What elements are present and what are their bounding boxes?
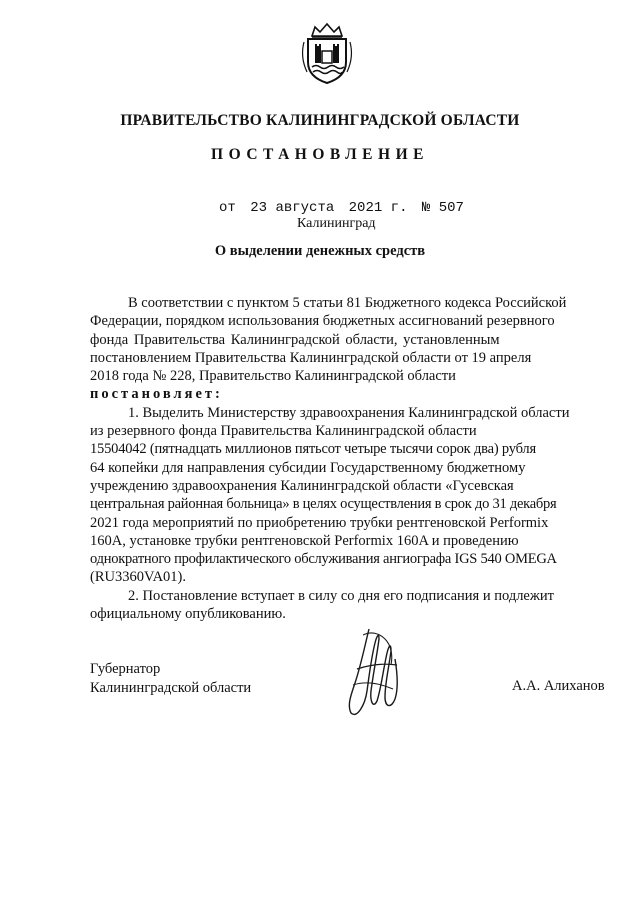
body-line: постановлением Правительства Калининградской области от 19 апреля <box>90 349 532 366</box>
document-subject: О выделении денежных средств <box>214 243 426 259</box>
body-line: 15504042 (пятнадцать миллионов пятьсот четыре тысячи сорок два) рубля <box>90 441 536 458</box>
body-line: Федерации, порядком использования бюджетных ассигнований резервного <box>90 313 555 330</box>
date-number-line <box>219 200 464 216</box>
body-line: (RU3360VA01). <box>90 569 186 586</box>
number-sign: № <box>421 200 431 216</box>
body-line: фонда Правительства Калининградской области, установленным <box>90 331 500 348</box>
government-name: ПРАВИТЕЛЬСТВО КАЛИНИНГРАДСКОЙ ОБЛАСТИ <box>120 112 520 129</box>
body-line: официальному опубликованию. <box>90 606 286 623</box>
date-month: августа <box>275 200 335 216</box>
document-type: ПОСТАНОВЛЕНИЕ <box>211 146 429 163</box>
body-line: однократного профилактического обслуживания ангиографа IGS 540 OMEGA <box>90 551 557 568</box>
city: Калининград <box>297 216 376 231</box>
document-number: 507 <box>438 200 464 216</box>
body-line: центральная районная больница» в целях осуществления в срок до 31 декабря <box>90 496 557 513</box>
document-body <box>90 294 608 623</box>
body-line: 2. Постановление вступает в силу со дня его подписания и подлежит <box>128 587 554 604</box>
body-line: 1. Выделить Министерству здравоохранения Калининградской области <box>128 404 570 421</box>
body-line: 2021 года мероприятий по приобретению трубки рентгеновской Performix <box>90 514 549 531</box>
signatory-title-line2: Калининградской области <box>90 679 252 696</box>
date-prefix: от <box>219 200 236 216</box>
body-line: учреждению здравоохранения Калининградской области «Гусевская <box>90 477 514 494</box>
date-year: 2021 г. <box>348 200 408 216</box>
body-line: из резервного фонда Правительства Калининградской области <box>90 423 477 440</box>
body-line: 64 копейки для направления субсидии Государственному бюджетному <box>90 459 526 476</box>
handwritten-signature <box>335 625 415 721</box>
resolves-word: постановляет: <box>90 386 223 403</box>
body-line: В соответствии с пунктом 5 статьи 81 Бюджетного кодекса Российской <box>128 295 567 311</box>
date-day: 23 <box>250 200 268 216</box>
signatory-title-line1: Губернатор <box>90 661 161 677</box>
body-line: 2018 года № 228, Правительство Калининградской области <box>90 368 456 385</box>
signatory-name: А.А. Алиханов <box>512 678 605 694</box>
signatory-title <box>90 660 251 697</box>
coat-of-arms-emblem <box>298 22 356 86</box>
body-line: 160А, установке трубки рентгеновской Performix 160A и проведению <box>90 532 519 549</box>
